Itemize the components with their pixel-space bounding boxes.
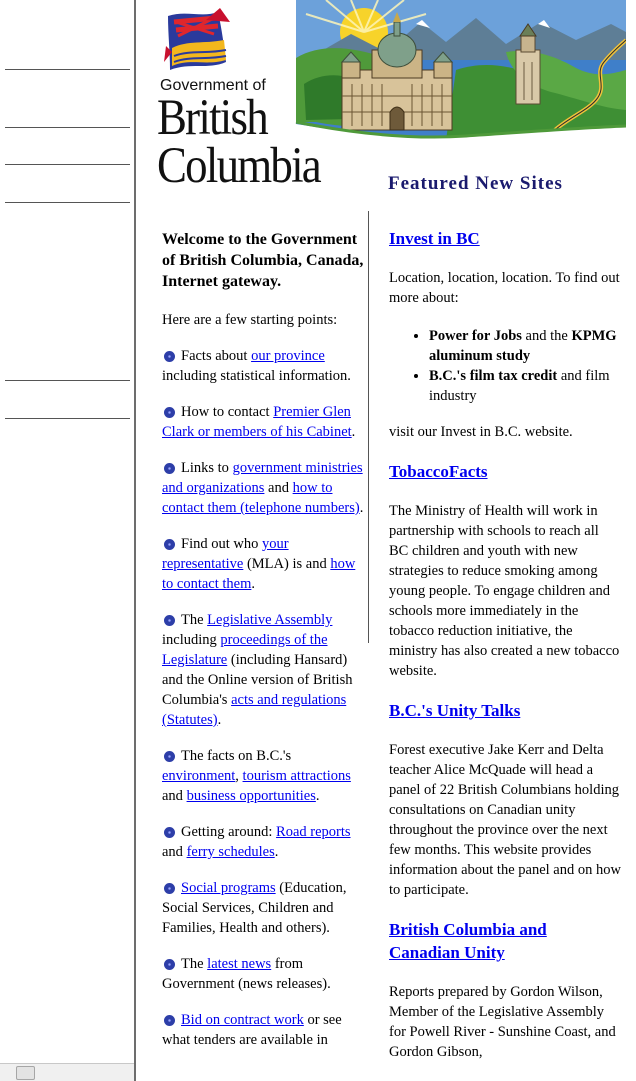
featured-sites-column [389, 227, 621, 1080]
site-heading [389, 460, 621, 483]
list-item: The latest news from Government (news releases). [162, 956, 331, 992]
nav-divider [5, 380, 130, 381]
bullet-icon [164, 351, 175, 362]
legislative-assembly-link[interactable]: Legislative Assembly [207, 612, 333, 628]
premier-cabinet-link[interactable]: Premier Glen Clark or members of his Cabinet [162, 404, 352, 440]
bid-contract-work-link[interactable]: Bid on contract work [181, 1012, 304, 1028]
list-item: • B.C.'s film tax credit and film industry [429, 366, 621, 406]
bullet-icon [164, 463, 175, 474]
latest-news-link[interactable]: latest news [207, 956, 272, 972]
banner-government-of: Government of [160, 77, 266, 94]
bullet-icon [164, 751, 175, 762]
starting-points-intro: Here are a few starting points: [162, 312, 338, 328]
nav-divider [5, 127, 130, 128]
list-item: The Legislative Assembly including proceedings of the Legislature (including Hansard) and the Online version of British Columbia's acts and regulations (Statutes). [162, 612, 353, 728]
site-body: visit our Invest in B.C. website. [389, 424, 573, 440]
tourism-attractions-link[interactable]: tourism attractions [242, 768, 351, 784]
invest-in-bc-link[interactable]: Invest in BC [389, 229, 480, 248]
government-ministries-link[interactable]: government ministries and organizations [162, 460, 363, 496]
site-heading [389, 918, 621, 964]
contact-mla-link[interactable]: how to contact them [162, 556, 356, 592]
invest-bullet-list [389, 326, 621, 406]
unity-talks-link[interactable]: B.C.'s Unity Talks [389, 701, 521, 720]
list-item: Links to government ministries and organizations and how to contact them (telephone numbers). [162, 460, 364, 516]
nav-divider [5, 202, 130, 203]
bullet-icon [164, 615, 175, 626]
road-reports-link[interactable]: Road reports [276, 824, 351, 840]
city-tower [516, 24, 540, 104]
ferry-schedules-link[interactable]: ferry schedules [186, 844, 275, 860]
site-heading [389, 227, 621, 250]
list-item: Find out who your representative (MLA) is and how to contact them. [162, 536, 356, 592]
list-item: • Power for Jobs and the KPMG aluminum study [429, 326, 621, 366]
site-body: Forest executive Jake Kerr and Delta teacher Alice McQuade will head a panel of 22 British Columbians holding consultations on Canadian unity throughout the province over the next few months. This website provides information about the panel and on how to participate. [389, 742, 621, 898]
contact-telephone-link[interactable]: how to contact them (telephone numbers) [162, 480, 360, 516]
site-heading [389, 699, 621, 722]
banner-british: British [157, 90, 267, 146]
banner-columbia: Columbia [157, 138, 320, 194]
list-item: Getting around: Road reports and ferry schedules. [162, 824, 351, 860]
site-body: Location, location, location. To find out more about: [389, 270, 620, 306]
column-divider [368, 211, 369, 643]
list-item: Bid on contract work or see what tenders are available in [162, 1012, 342, 1048]
main-frame [136, 0, 636, 1081]
bullet-icon [164, 407, 175, 418]
nav-divider [5, 69, 130, 70]
environment-link[interactable]: environment [162, 768, 236, 784]
welcome-heading: Welcome to the Government of British Columbia, Canada, Internet gateway. [162, 231, 364, 290]
bullet-icon [164, 827, 175, 838]
social-programs-link[interactable]: Social programs [181, 880, 276, 896]
canadian-unity-link[interactable]: British Columbia and Canadian Unity [389, 920, 547, 962]
bullet-icon [164, 959, 175, 970]
site-body: The Ministry of Health will work in partnership with schools to reach all BC children and youth with new strategies to reduce smoking among young people. To engage children and schools more immediately in the tobacco reduction initiative, the ministry has also created a new tobacco website. [389, 503, 620, 679]
proceedings-link[interactable]: proceedings of the Legislature [162, 632, 328, 668]
horizontal-scrollbar[interactable] [0, 1063, 134, 1081]
bullet-icon [164, 1015, 175, 1026]
your-representative-link[interactable]: your representative [162, 536, 289, 572]
scrollbar-thumb[interactable] [16, 1066, 35, 1080]
list-item: How to contact Premier Glen Clark or members of his Cabinet. [162, 404, 356, 440]
featured-new-sites-heading: Featured New Sites [388, 173, 563, 194]
banner-british-columbia [157, 90, 320, 194]
list-item: The facts on B.C.'s environment, tourism attractions and business opportunities. [162, 748, 351, 804]
site-body: Reports prepared by Gordon Wilson, Member of the Legislative Assembly for Powell River - Sunshine Coast, and Gordon Gibson, [389, 984, 616, 1060]
bc-flag-icon [164, 8, 230, 70]
list-item: Facts about our province including statistical information. [162, 348, 351, 384]
list-item: Social programs (Education, Social Services, Children and Families, Health and others). [162, 880, 347, 936]
tobacco-facts-link[interactable]: TobaccoFacts [389, 462, 488, 481]
our-province-link[interactable]: our province [251, 348, 325, 364]
acts-regulations-link[interactable]: acts and regulations (Statutes) [162, 692, 347, 728]
bullet-icon [164, 883, 175, 894]
bc-government-banner [146, 0, 626, 200]
bullet-icon [164, 539, 175, 550]
business-opportunities-link[interactable]: business opportunities [186, 788, 316, 804]
starting-points-column [162, 229, 368, 1066]
nav-divider [5, 418, 130, 419]
left-nav-frame [0, 0, 136, 1081]
nav-divider [5, 164, 130, 165]
